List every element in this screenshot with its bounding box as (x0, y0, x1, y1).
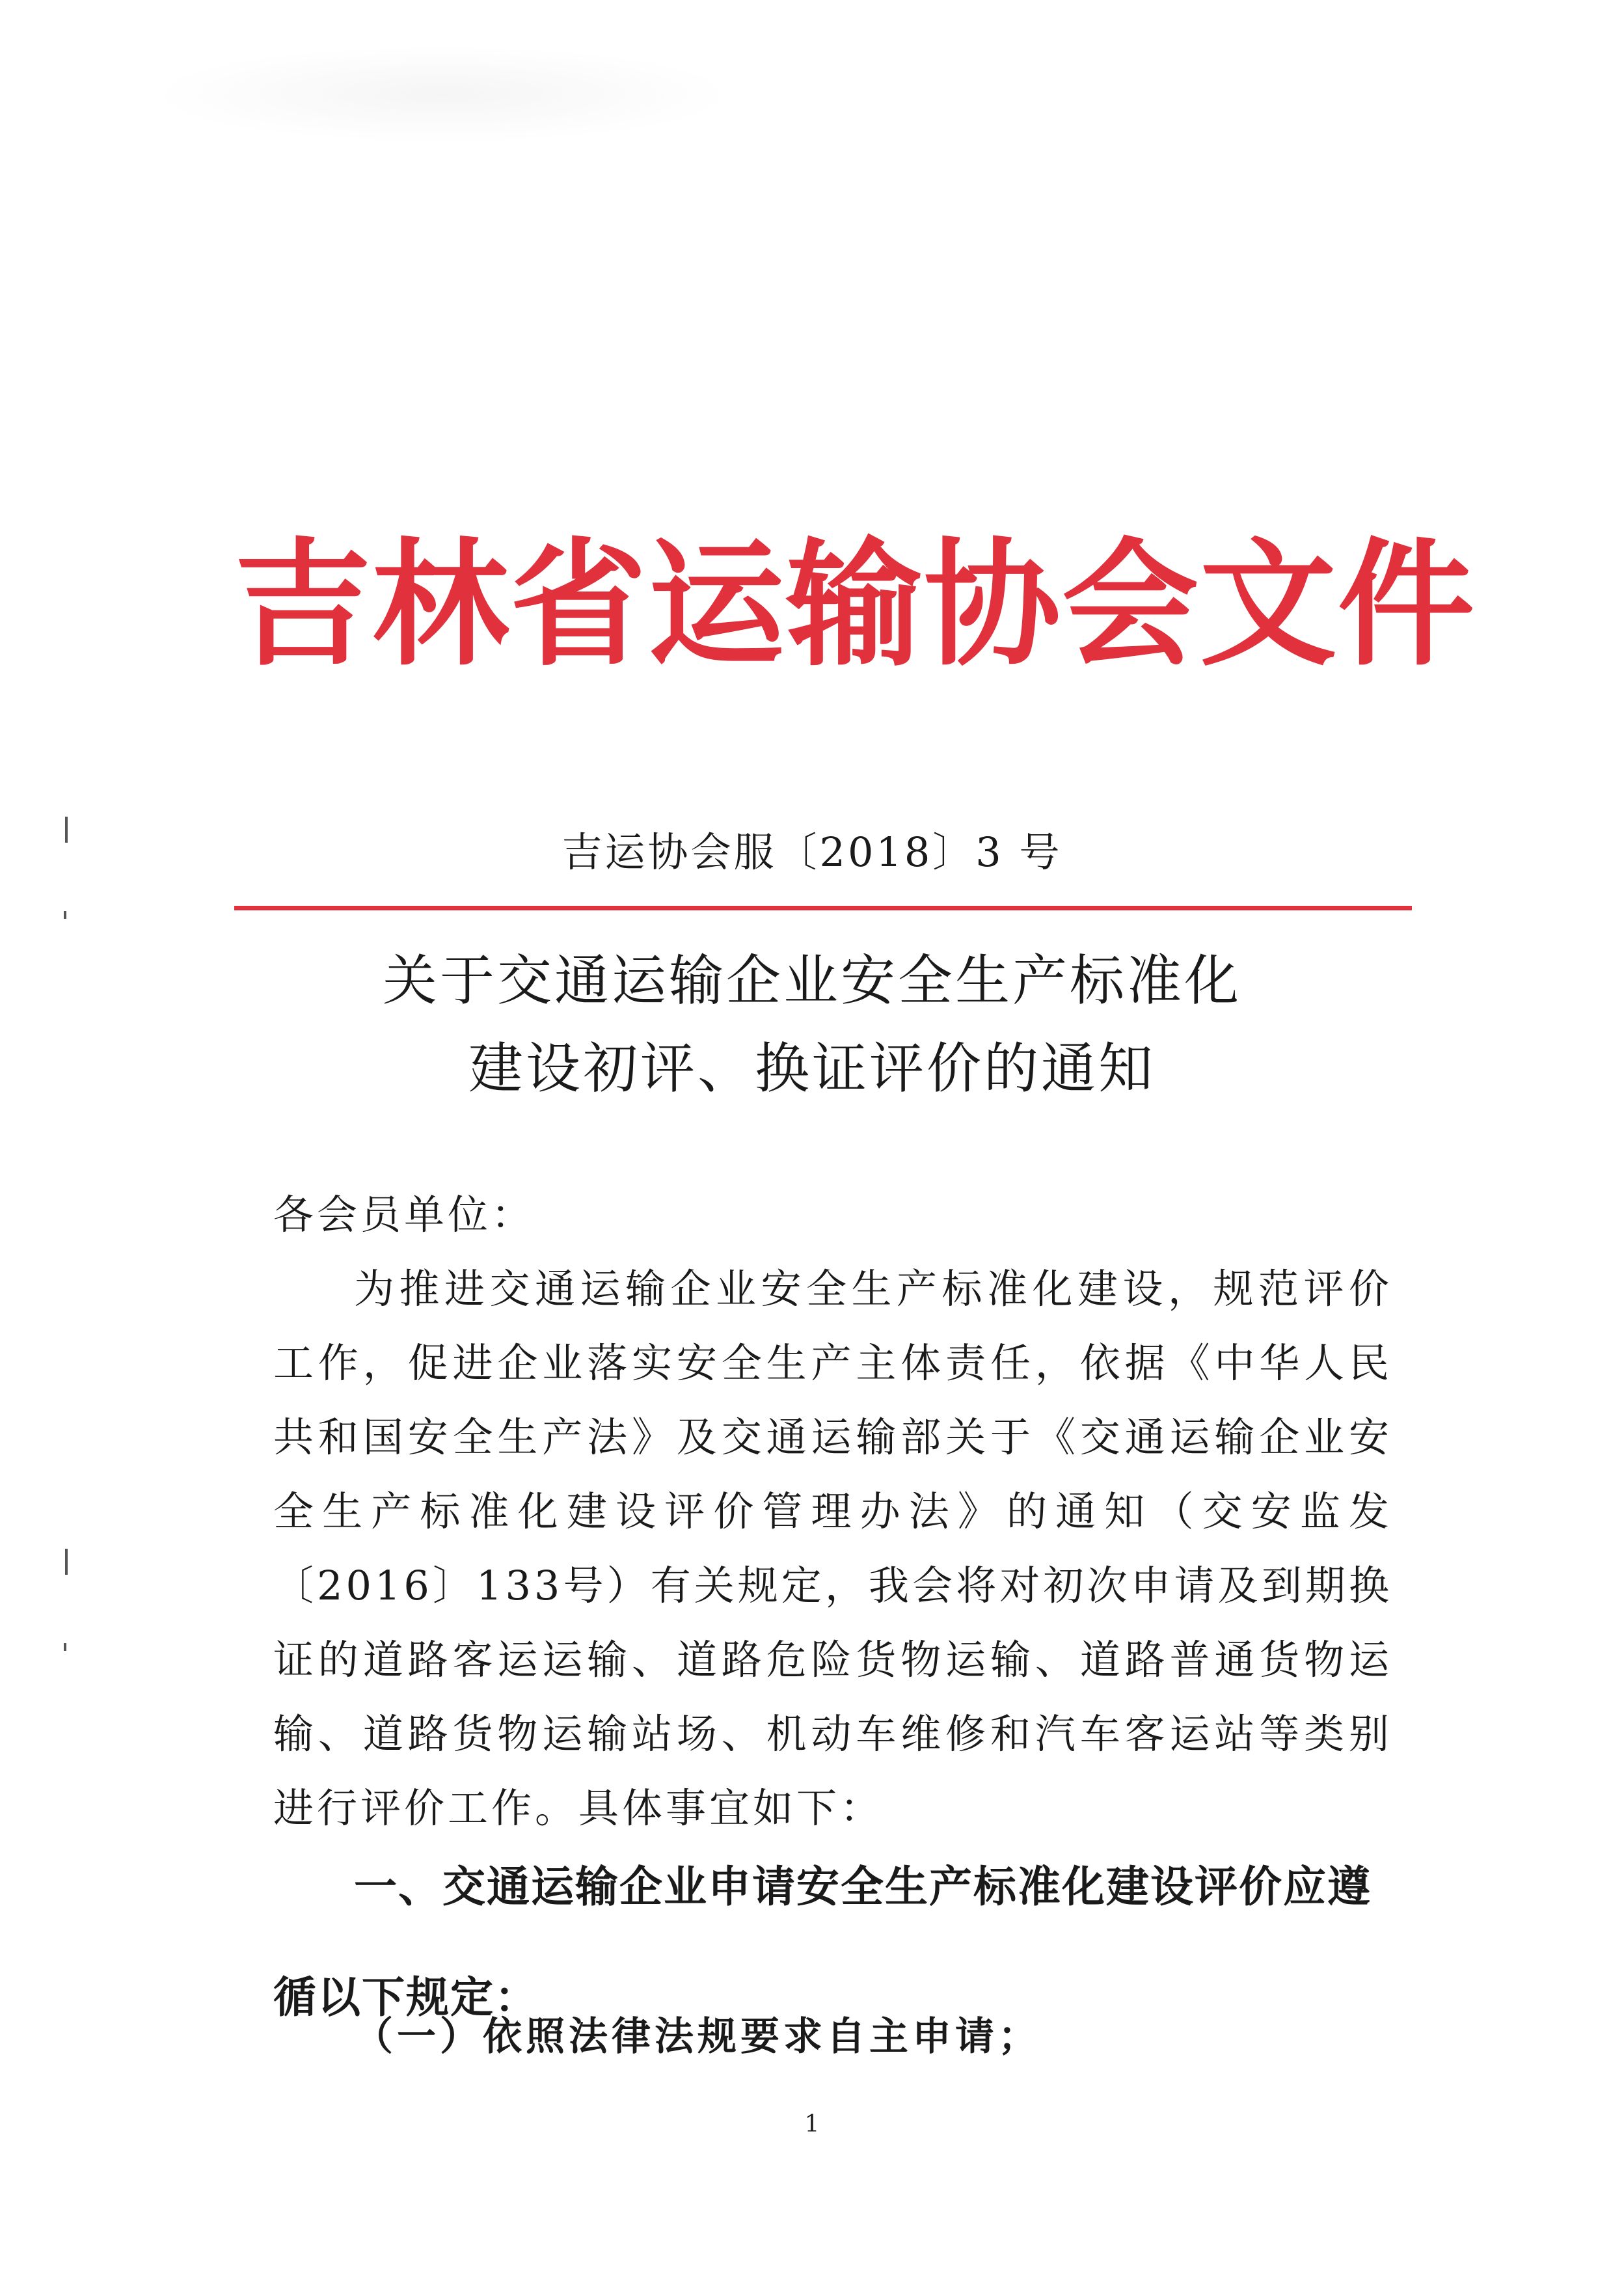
notice-title-line-1: 关于交通运输企业安全生产标准化 (382, 949, 1241, 1013)
notice-title (0, 937, 1624, 1113)
page-number: 1 (804, 2111, 820, 2138)
subsection-item: （一）依照法律法规要求自主申请； (354, 2014, 1041, 2060)
salutation: 各会员单位： (273, 1191, 535, 1238)
intro-paragraph: 为推进交通运输企业安全生产标准化建设，规范评价工作，促进企业落实安全生产主体责任，依据《中华人民共和国安全生产法》及交通运输部关于《交通运输企业安全生产标准化建设评价管理办法》的通知（交安监发〔2016〕133号）有关规定，我会将对初次申请及到期换证的道路客运运输、道路危险货物运输、道路普通货物运输、道路货物运输站场、机动车维修和汽车客运站等类别进行评价工作。具体事宜如下： (273, 1265, 1392, 1832)
notice-title-line-2: 建设初评、换证评价的通知 (468, 1037, 1156, 1100)
red-divider-line (234, 906, 1412, 910)
scan-smudge (150, 46, 735, 143)
body-text (273, 1178, 1392, 1845)
section-heading: 一、交通运输企业申请安全生产标准化建设评价应遵循以下规定： (273, 1862, 1372, 2022)
document-number: 吉运协会服〔2018〕3 号 (562, 828, 1062, 876)
binding-mark (64, 911, 66, 919)
binding-mark (65, 1549, 68, 1575)
binding-mark (64, 1643, 66, 1651)
org-document-header: 吉林省运输协会文件 (234, 525, 1476, 685)
